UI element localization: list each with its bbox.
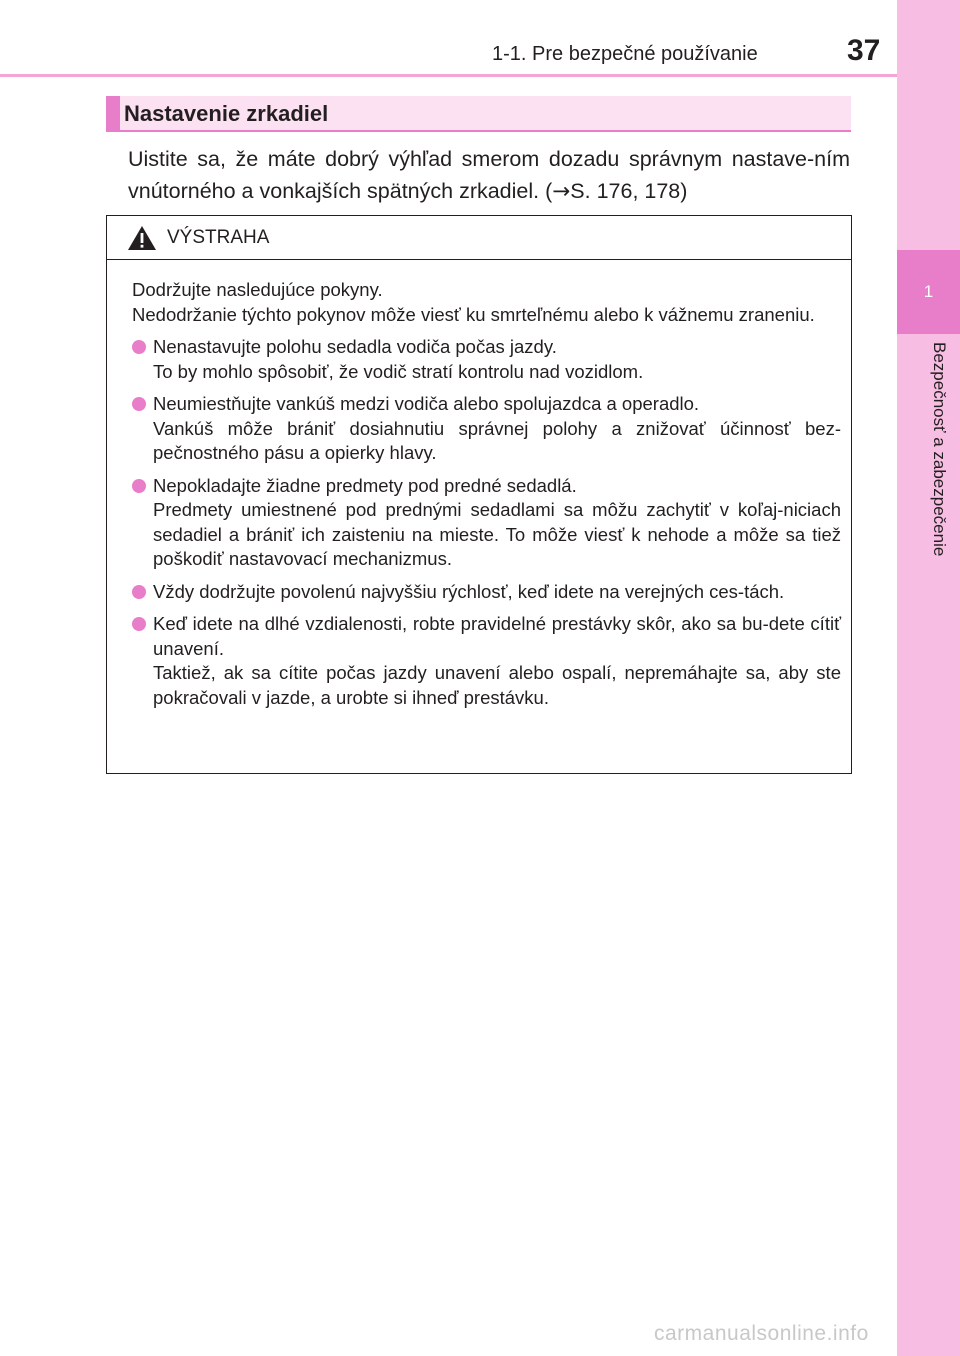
warning-item-detail: Vankúš môže brániť dosiahnutiu správnej polohy a znižovať účinnosť bez-pečnostného pásu a opierky hlavy. xyxy=(153,417,841,463)
warning-header xyxy=(107,216,851,260)
warning-item-detail: Taktiež, ak sa cítite počas jazdy unavení alebo ospalí, nepremáhajte sa, aby ste pokračovali v jazde, a urobte si ihneď prestávku. xyxy=(153,662,841,708)
section-heading: Nastavenie zrkadiel xyxy=(124,101,329,126)
page-number: 37 xyxy=(847,34,881,67)
section-label: 1-1. Pre bezpečné používanie xyxy=(492,43,758,65)
bullet-icon xyxy=(132,479,146,493)
warning-intro-consequence: Nedodržanie týchto pokynov môže viesť ku smrteľnému alebo k vážnemu zraneniu. xyxy=(132,303,815,325)
bullet-icon xyxy=(132,340,146,354)
bullet-icon xyxy=(132,585,146,599)
chapter-sidebar xyxy=(897,0,960,1356)
warning-box xyxy=(106,215,852,774)
arrow-icon: → xyxy=(552,179,571,204)
warning-item-main: Vždy dodržujte povolenú najvyššiu rýchlosť, keď idete na verejných ces-tách. xyxy=(153,580,785,602)
warning-title: VÝSTRAHA xyxy=(167,227,270,248)
warning-item-main: Neumiestňujte vankúš medzi vodiča alebo spolujazdca a operadlo. xyxy=(153,393,700,414)
bullet-icon xyxy=(132,397,146,411)
chapter-number: 1 xyxy=(923,282,934,301)
warning-item-detail: Predmety umiestnené pod prednými sedadlami sa môžu zachytiť v koľaj-niciach sedadiel a brániť ich zaisteniu na mieste. To môže viesť k nehode a môže sa tiež poškodiť nastavovací mechanizmus. xyxy=(153,499,841,569)
warning-item xyxy=(132,612,841,710)
warning-item xyxy=(132,580,841,605)
intro-paragraph xyxy=(128,143,850,208)
warning-item-detail: To by mohlo spôsobiť, že vodič stratí kontrolu nad vozidlom. xyxy=(153,360,644,382)
header-rule xyxy=(0,74,897,77)
watermark: carmanualsonline.info xyxy=(654,1322,869,1345)
warning-item xyxy=(132,474,841,572)
warning-intro-line: Dodržujte nasledujúce pokyny. xyxy=(132,279,383,300)
chapter-title: Bezpečnosť a zabezpečenie xyxy=(930,342,949,557)
warning-body xyxy=(132,278,841,710)
warning-item xyxy=(132,392,841,466)
warning-item-main: Nepokladajte žiadne predmety pod predné sedadlá. xyxy=(153,474,577,496)
intro-text: Uistite sa, že máte dobrý výhľad smerom dozadu správnym nastave-ním vnútorného a vonkajších spätných zrkadiel. ( xyxy=(128,147,850,203)
bullet-icon xyxy=(132,617,146,631)
warning-item-main: Nenastavujte polohu sedadla vodiča počas jazdy. xyxy=(153,336,557,357)
intro-reference: S. 176, 178) xyxy=(570,179,688,203)
warning-item xyxy=(132,335,841,384)
warning-item-main: Keď idete na dlhé vzdialenosti, robte pravidelné prestávky skôr, ako sa bu-dete cítiť unavení. xyxy=(153,613,841,659)
warning-triangle-icon xyxy=(127,225,157,251)
